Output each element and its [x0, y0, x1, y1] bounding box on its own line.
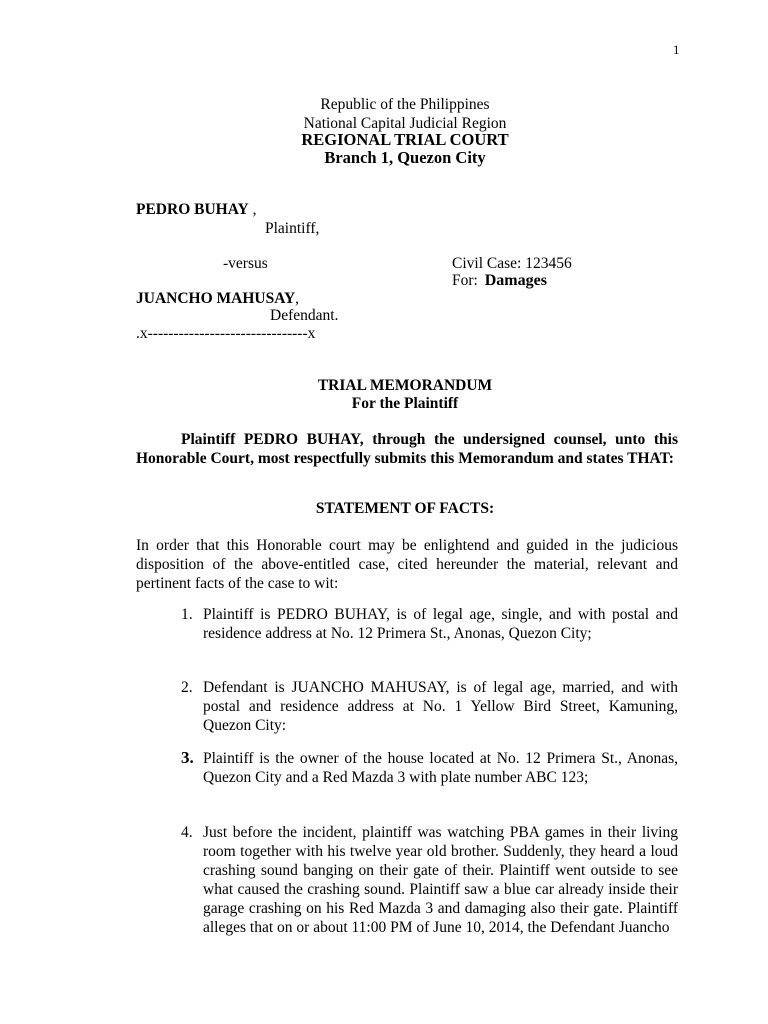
memo-title-main: TRIAL MEMORANDUM [317, 377, 493, 394]
fact-number: 2. [181, 679, 193, 696]
fact-text: Defendant is JUANCHO MAHUSAY, is of legal age, married, and with postal and residence address at No. 1 Yellow Bird Street, Kamuning, Quezon City: [203, 679, 678, 734]
intro-paragraph: Plaintiff PEDRO BUHAY, through the undersigned counsel, unto this Honorable Court, most respectfully submits this Memorandum and states THAT: [136, 431, 678, 467]
fact-text: Plaintiff is PEDRO BUHAY, is of legal age, single, and with postal and residence address at No. 12 Primera St., Anonas, Quezon City; [203, 606, 678, 642]
page-number: 1 [673, 42, 680, 57]
plaintiff-name-suffix: , [248, 201, 257, 218]
plaintiff-name: PEDRO BUHAY [136, 201, 249, 218]
header-republic: Republic of the Philippines [320, 96, 490, 113]
defendant-name: JUANCHO MAHUSAY [136, 290, 296, 307]
for-value: Damages [484, 272, 547, 289]
for-label: For: [452, 272, 478, 289]
fact-text: Just before the incident, plaintiff was watching PBA games in their living room together with his twelve year old brother. Suddenly, they heard a loud crashing sound banging on their gate of their. Plaintiff went outside to see what caused the crashing sound. Plaintiff saw a blue car already inside their garage crashing on his Red Mazda 3 and damaging also their gate. Plaintiff alleges that on or about 11:00 PM of June 10, 2014, the Defendant Juancho [203, 824, 678, 936]
fact-number: 4. [181, 824, 193, 841]
header-court: REGIONAL TRIAL COURT [301, 130, 509, 149]
header-branch: Branch 1, Quezon City [324, 148, 486, 167]
civil-case-number: Civil Case: 123456 [452, 255, 572, 272]
caption-separator: .x-------------------------------x [136, 325, 316, 342]
fact-number: 1. [181, 606, 193, 623]
header-region: National Capital Judicial Region [303, 115, 507, 132]
fact-number: 3. [181, 748, 194, 767]
section-heading: STATEMENT OF FACTS: [315, 500, 495, 517]
versus-label: -versus [223, 255, 268, 272]
case-nature [452, 271, 547, 290]
facts-intro-paragraph: In order that this Honorable court may be enlightend and guided in the judicious disposition of the above-entitled case, cited hereunder the material, relevant and pertinent facts of the case to wit: [136, 537, 678, 592]
defendant-name-suffix: , [295, 290, 300, 307]
plaintiff-line [136, 200, 256, 219]
fact-text: Plaintiff is the owner of the house located at No. 12 Primera St., Anonas, Quezon City and a Red Mazda 3 with plate number ABC 123; [203, 750, 678, 786]
plaintiff-role: Plaintiff, [265, 220, 320, 237]
defendant-role: Defendant. [270, 307, 339, 324]
memo-title-sub: For the Plaintiff [351, 395, 459, 412]
